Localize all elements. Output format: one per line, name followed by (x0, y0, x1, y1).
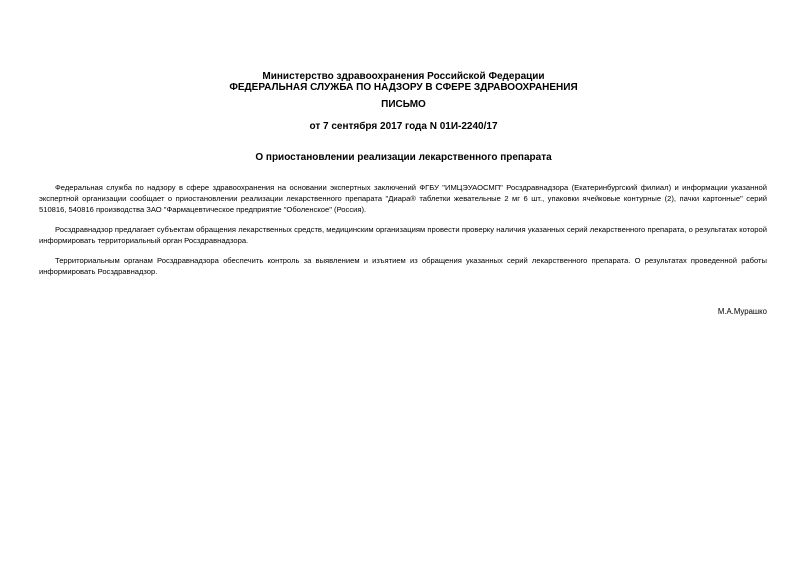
body-paragraph-3: Территориальным органам Росздравнадзора обеспечить контроль за выявлением и изъятием из обращения указанных серий лекарственного препарата. О результатах проведенной работы информировать Росздравнадзор. (39, 256, 767, 276)
ministry-name: Министерство здравоохранения Российской Федерации (262, 71, 545, 82)
signature-name: М.А.Мурашко (717, 307, 767, 316)
document-type: ПИСЬМО (381, 99, 426, 110)
service-name: ФЕДЕРАЛЬНАЯ СЛУЖБА ПО НАДЗОРУ В СФЕРЕ ЗДРАВООХРАНЕНИЯ (229, 82, 578, 93)
document-date-number: от 7 сентября 2017 года N 01И-2240/17 (309, 121, 498, 132)
document-subject: О приостановлении реализации лекарственного препарата (255, 152, 552, 163)
body-paragraph-1: Федеральная служба по надзору в сфере здравоохранения на основании экспертных заключений ФГБУ "ИМЦЭУАОСМП" Росздравнадзора (Екатеринбургский филиал) и информации указанной экспертной организации сообщает о приостановлении реализации лекарственного препарата "Диара® таблетки жевательные 2 мг 6 шт., упаковки ячейковые контурные (2), пачки картонные" серий 510816, 540816 производства ЗАО "Фармацевтическое предприятие "Оболенское" (Россия). (39, 183, 767, 214)
body-paragraph-2: Росздравнадзор предлагает субъектам обращения лекарственных средств, медицинским организациям провести проверку наличия указанных серий лекарственного препарата, о результатах которой информировать территориальный орган Росздравнадзора. (39, 225, 767, 245)
